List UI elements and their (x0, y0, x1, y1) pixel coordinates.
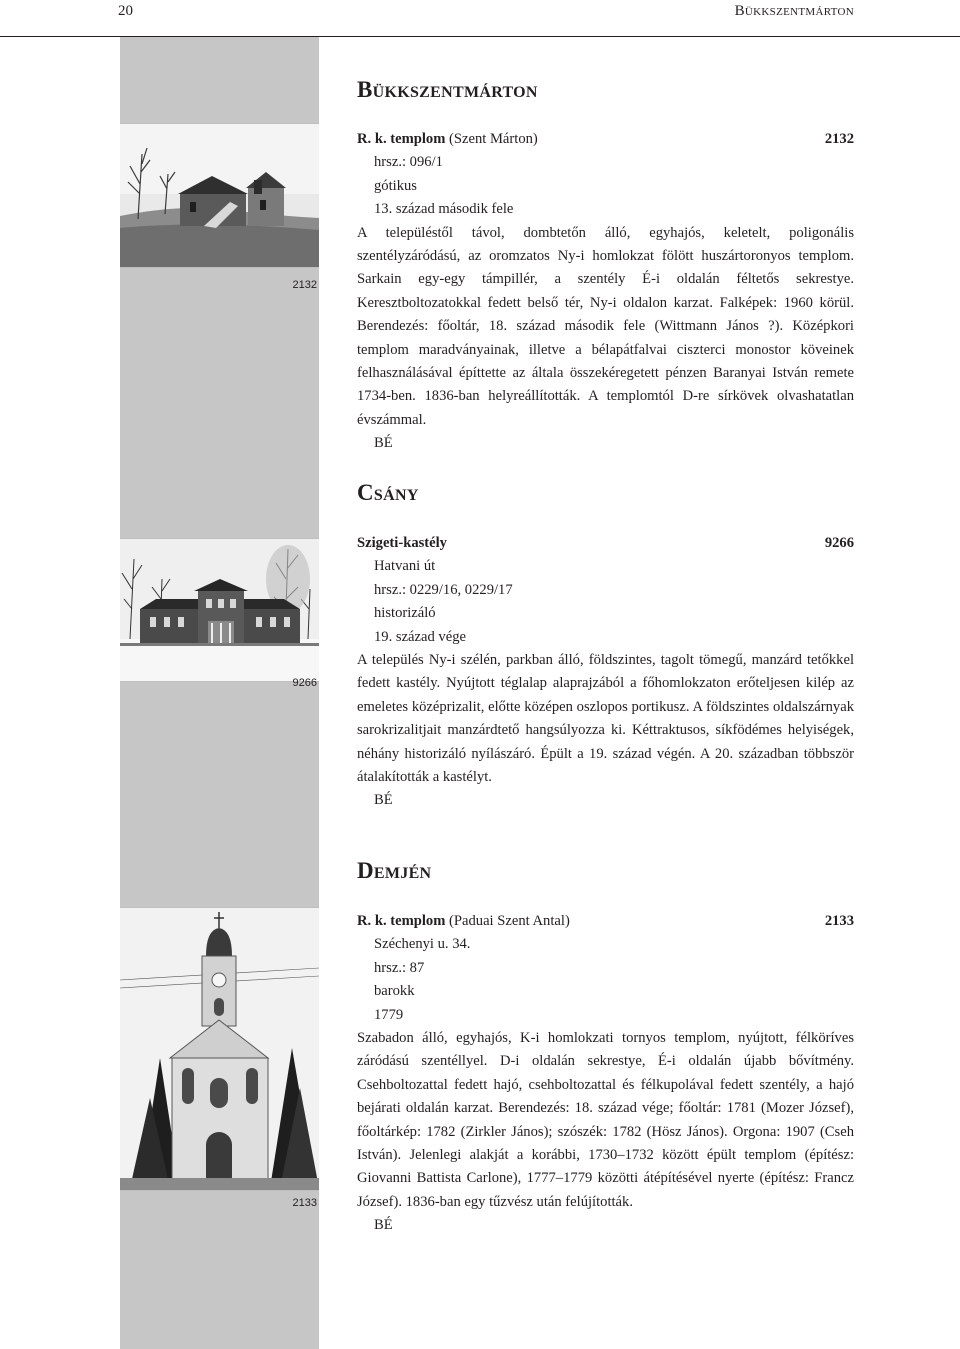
monument-name: Szigeti-kastély (357, 535, 447, 551)
monument-name: R. k. templom (357, 131, 446, 147)
meta-date: 13. század második fele (374, 201, 514, 218)
photo-number-2133: 2133 (292, 1197, 317, 1209)
meta-parcel: hrsz.: 096/1 (374, 154, 443, 171)
entry-title (357, 128, 854, 151)
entry-bukkszentmarton (357, 128, 854, 456)
place-name-csany: Csány (357, 480, 419, 505)
photo-csany-manor (120, 538, 319, 682)
entry-description: A településtől távol, dombtetőn álló, egyhajós, keletelt, poligonális szentélyzáródású, az oromzatos Ny-i homlokzat fölött huszártoronyos templom. Sarkain egy-egy támpillér, a szentély É-i oldalán féltetős sekrestye. Keresztboltozatokkal fedett belső tér, Ny-i oldalon karzat. Falképek: 1960 körül. Berendezés: főoltár, 18. század második fele (Wittmann János ?). Középkori templom maradványainak, illetve a bélapátfalvai ciszterci monostor köveinek felhasználásával építtette az általa összekéregetett pénzen Baranyai István remete 1734-ben. 1836-ban helyreállították. A templomtól D-re sírkövek olvashatatlan évszámmal. (357, 224, 854, 428)
page-number: 20 (118, 3, 133, 19)
running-title: Bükkszentmárton (734, 3, 854, 19)
monument-dedication: (Szent Márton) (445, 131, 538, 147)
author-initials: BÉ (374, 1217, 393, 1234)
meta-parcel: hrsz.: 87 (374, 959, 425, 976)
photo-bukkszentmarton-church (120, 123, 319, 268)
photo-number-2132: 2132 (292, 279, 317, 291)
author-initials: BÉ (374, 792, 393, 809)
place-name-demjen: Demjén (357, 858, 432, 883)
meta-address: Széchenyi u. 34. (374, 936, 471, 953)
monument-dedication: (Paduai Szent Antal) (445, 913, 570, 929)
entry-demjen (357, 910, 854, 1238)
place-name-bukkszentmarton: Bükkszentmárton (357, 77, 538, 102)
meta-date: 1779 (374, 1006, 404, 1023)
meta-parcel: hrsz.: 0229/16, 0229/17 (374, 581, 513, 598)
manor-photo-image (120, 539, 319, 681)
tower-church-photo-image (120, 908, 319, 1190)
meta-style: gótikus (374, 177, 417, 194)
meta-address: Hatvani út (374, 558, 436, 575)
photo-demjen-church (120, 907, 319, 1191)
monument-name: R. k. templom (357, 913, 446, 929)
running-head (0, 0, 960, 40)
entry-description: A település Ny-i szélén, parkban álló, földszintes, tagolt tömegű, manzárd tetőkkel fedett kastély. Nyújtott téglalap alaprajzából a főhomlokzaton erőteljesen kilép az emeletes középrizalit, előtte középen oszlopos portikusz. A földszintes oldalszárnyak sarokrizalitjait manzárdtető hangsúlyozza ki. Kéttraktusos, síkfödémes helyiségek, néhány historizáló nyílászáró. Épült a 19. század végén. A 20. században többször átalakították a kastélyt. (357, 652, 854, 786)
church-photo-image (120, 124, 319, 267)
entry-description: Szabadon álló, egyhajós, K-i homlokzati tornyos templom, nyújtott, félköríves záródású szentéllyel. D-i oldalán sekrestye, É-i oldalán újabb bővítmény. Csehboltozattal fedett hajó, csehboltozattal és félkupolával fedett szentély, a hajó bejárati oldalán karzat. Berendezés: 18. század vége; főoltár: 1781 (Mozer József), főoltárkép: 1782 (Zirkler János); szószék: 1782 (Hösz János). Orgona: 1907 (Cseh István). Jelenlegi alakját a korábbi, 1730–1732 között épült templom (építész: Giovanni Battista Carlone), 1777–1779 közötti átépítésével nyerte (építész: Francz József). 1836-ban egy tűzvész után felújították. (357, 1030, 854, 1210)
author-initials: BÉ (374, 435, 393, 452)
entry-csany (357, 532, 854, 813)
meta-date: 19. század vége (374, 628, 466, 645)
meta-style: barokk (374, 983, 415, 1000)
entry-number: 9266 (824, 535, 854, 551)
entry-number: 2133 (824, 913, 854, 929)
entry-number: 2132 (824, 131, 854, 147)
entry-title (357, 532, 854, 555)
meta-style: historizáló (374, 605, 436, 622)
entry-title (357, 910, 854, 933)
photo-number-9266: 9266 (292, 677, 317, 689)
